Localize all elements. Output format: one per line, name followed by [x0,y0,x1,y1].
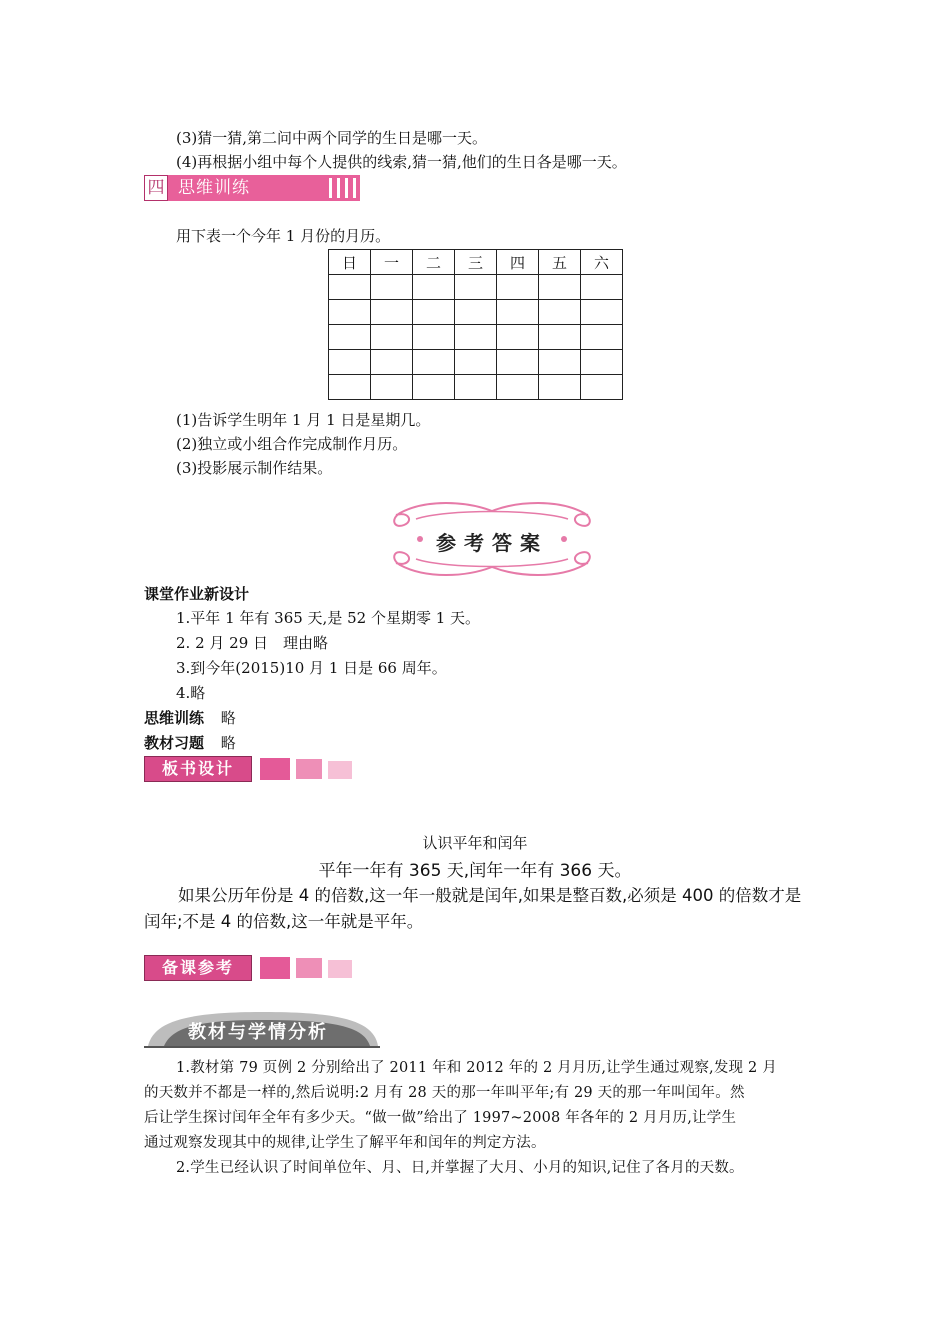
textbook-value: 略 [220,734,236,752]
calendar-table [328,249,623,400]
homework-title: 课堂作业新设计 [144,585,250,603]
analysis-line-3: 后让学生探讨闰年全年有多少天。“做一做”给出了 1997~2008 年各年的 2 月月历,让学生 [144,1110,737,1126]
calendar-header-row [329,250,623,275]
tag-square [328,960,352,978]
calendar-header-cell: 三 [455,250,497,275]
answer-banner [386,497,598,581]
thinking-answer [144,708,236,728]
homework-item-3: 3.到今年(2015)10 月 1 日是 66 周年。 [176,659,447,677]
calendar-intro: 用下表一个今年 1 月份的月历。 [176,227,391,245]
thinking-value: 略 [220,709,236,727]
lesson-prep-tag [144,955,356,981]
textbook-label: 教材习题 [144,734,205,752]
tag-square [260,957,290,979]
thinking-label: 思维训练 [144,709,205,727]
analysis-title: 教材与学情分析 [188,1022,328,1043]
banner-stripes [329,178,356,198]
section-number: 四 [144,175,168,201]
lesson-prep-label: 备课参考 [144,955,252,981]
calendar-step-1: (1)告诉学生明年 1 月 1 日是星期几。 [176,411,431,429]
analysis-line-5: 2.学生已经认识了时间单位年、月、日,并掌握了大月、小月的知识,记住了各月的天数。 [176,1160,744,1176]
homework-item-2: 2. 2 月 29 日 理由略 [176,634,329,652]
calendar-step-2: (2)独立或小组合作完成制作月历。 [176,435,408,453]
calendar-header-cell: 二 [413,250,455,275]
calendar-header-cell: 日 [329,250,371,275]
calendar-row [329,275,623,300]
analysis-line-1: 1.教材第 79 页例 2 分别给出了 2011 年和 2012 年的 2 月月历,让学生通过观察,发现 2 月 [176,1060,777,1076]
section-banner-thinking [144,175,360,201]
tag-square [296,759,322,779]
analysis-line-2: 的天数并不都是一样的,然后说明:2 月有 28 天的那一年叫平年;有 29 天的那一年叫闰年。然 [144,1085,745,1101]
calendar-header-cell: 六 [581,250,623,275]
homework-item-1: 1.平年 1 年有 365 天,是 52 个星期零 1 天。 [176,609,481,627]
analysis-line-4: 通过观察发现其中的规律,让学生了解平年和闰年的判定方法。 [144,1135,546,1151]
answer-banner-title: 参考答案 [436,531,548,555]
board-line-3: 闰年;不是 4 的倍数,这一年就是平年。 [144,912,424,931]
calendar-header-cell: 五 [539,250,581,275]
calendar-row [329,350,623,375]
board-design-tag [144,756,356,782]
calendar-row [329,325,623,350]
step-3: (3)猜一猜,第二问中两个同学的生日是哪一天。 [176,129,488,147]
section-title: 思维训练 [178,178,250,198]
board-line-1: 平年一年有 365 天,闰年一年有 366 天。 [318,861,632,881]
tag-square [296,958,322,978]
analysis-banner [144,1008,380,1048]
calendar-row [329,375,623,400]
board-title: 认识平年和闰年 [422,834,528,852]
calendar-row [329,300,623,325]
homework-item-4: 4.略 [176,684,206,702]
tag-square [328,761,352,779]
calendar-header-cell: 四 [497,250,539,275]
textbook-answer [144,733,236,753]
calendar-header-cell: 一 [371,250,413,275]
step-4: (4)再根据小组中每个人提供的线索,猜一猜,他们的生日各是哪一天。 [176,153,627,171]
board-design-label: 板书设计 [144,756,252,782]
calendar-step-3: (3)投影展示制作结果。 [176,459,333,477]
board-line-2: 如果公历年份是 4 的倍数,这一年一般就是闰年,如果是整百数,必须是 400 的倍数才是 [178,886,802,905]
tag-square [260,758,290,780]
